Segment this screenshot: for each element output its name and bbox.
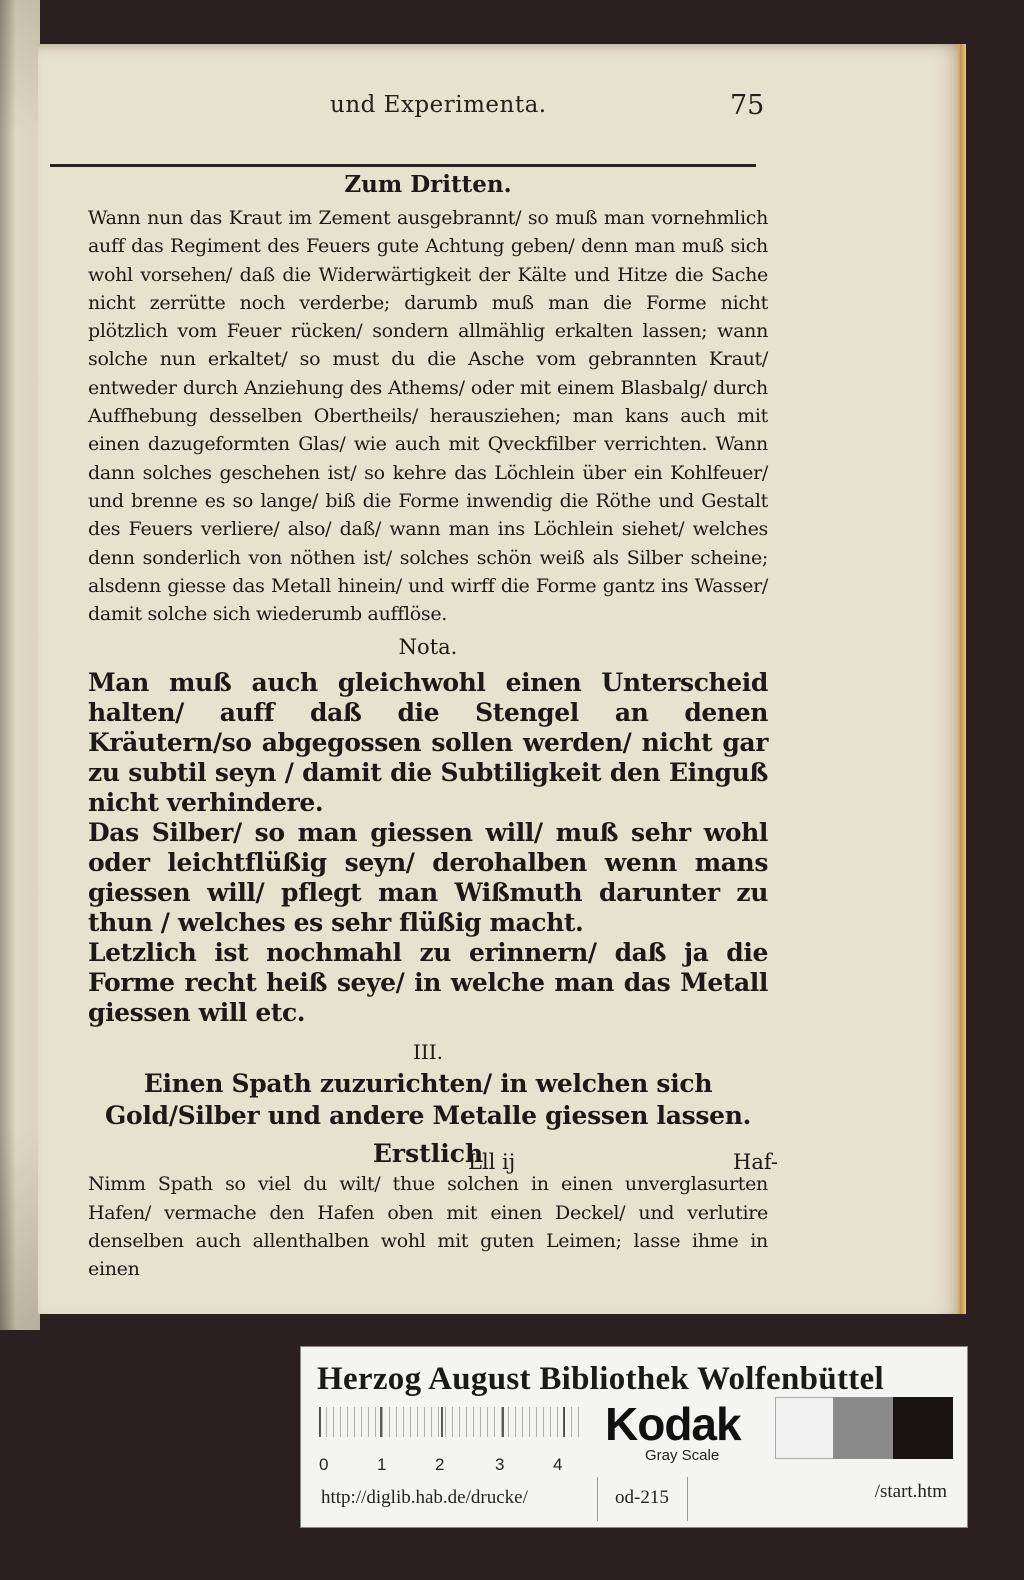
previous-page-shadow <box>0 0 40 1330</box>
catchword: Haf- <box>733 1150 778 1174</box>
main-text <box>88 168 768 1284</box>
section-heading: Zum Dritten. <box>344 171 512 198</box>
color-target-card <box>300 1346 968 1528</box>
gray-scale-label: Gray Scale <box>645 1447 720 1464</box>
url-prefix: http://diglib.hab.de/drucke/ <box>321 1487 528 1508</box>
page-header <box>50 92 770 122</box>
url-suffix: /start.htm <box>874 1481 947 1502</box>
closing-paragraph: Nimm Spath so viel du wilt/ thue solchen in einen unverglasurten Hafen/ vermache den Hafen oben mit einen Deckel/ und verlutire denselben auch allenthalben wohl mit guten Leimen; lasse ihme in einen <box>88 1173 768 1281</box>
page-number: 75 <box>730 90 765 121</box>
document-code: od-215 <box>615 1487 669 1508</box>
card-divider <box>597 1477 598 1521</box>
card-divider <box>687 1477 688 1521</box>
signature-line <box>88 1150 778 1180</box>
header-rule <box>50 164 756 167</box>
nota-label: Nota. <box>398 635 458 660</box>
ruler-number-0: 0 <box>319 1455 329 1474</box>
nota-paragraph-2: Das Silber/ so man giessen will/ muß sehr wohl oder leichtflüßig seyn/ derohalben wenn mans giessen will/ pflegt man Wißmuth darunter zu thun / welches es sehr flüßig macht. <box>88 818 768 938</box>
gray-swatch-mid <box>833 1397 895 1459</box>
gray-swatch-black <box>893 1397 953 1459</box>
nota-paragraph-1: Man muß auch gleichwohl einen Unterscheid halten/ auff daß die Stengel an denen Kräutern/so abgegossen sollen werden/ nicht gar zu subtil seyn / damit die Subtiligkeit den Einguß nicht verhindere. <box>88 668 768 818</box>
ruler-number-4: 4 <box>553 1455 563 1474</box>
ruler-major-ticks <box>319 1407 579 1437</box>
ruler-number-1: 1 <box>377 1455 387 1474</box>
ruler-number-3: 3 <box>495 1455 505 1474</box>
chapter-number: III. <box>412 1040 444 1065</box>
body-paragraph: Wann nun das Kraut im Zement ausgebrannt/ so muß man vornehmlich auff das Regiment des Feuers gute Achtung geben/ denn man muß sich wohl vorsehen/ daß die Widerwärtigkeit der Kälte und Hitze die Sache nicht zerrütte noch verderbe; darumb muß man die Forme nicht plötzlich vom Feuer rücken/ sondern allmählig erkalten lassen; wann solche nun erkaltet/ so must du die Asche vom gebrannten Kraut/ entweder durch Anziehung des Athems/ oder mit einem Blasbalg/ durch Auffhebung desselben Obertheils/ herausziehen; man kans auch mit einen dazugeformten Glas/ wie auch mit Qveckfilber verrichten. Wann dann solches geschehen ist/ so kehre das Löchlein über ein Kohlfeuer/ und brenne es so lange/ biß die Forme inwendig die Röthe und Gestalt des Feuers verliere/ also/ daß/ wann man ins Löchlein siehet/ welches denn sonderlich von nöthen ist/ solches schön weiß als Silber scheine; alsdenn giesse das Metall hinein/ und wirff die Forme gantz ins Wasser/ damit solche sich wiederumb aufflöse. <box>88 207 768 626</box>
signature-mark: Lll ij <box>468 1150 516 1174</box>
subheading: Erstlich <box>372 1139 484 1169</box>
gray-swatch-white <box>775 1397 837 1459</box>
chapter-title: Einen Spath zuzurichten/ in welchen sich Gold/Silber und andere Metalle giessen lassen. <box>104 1069 752 1131</box>
library-name: Herzog August Bibliothek Wolfenbüttel <box>317 1361 884 1397</box>
ruler-number-2: 2 <box>435 1455 445 1474</box>
running-head: und Experimenta. <box>330 92 547 118</box>
nota-paragraph-3: Letzlich ist nochmahl zu erinnern/ daß ja die Forme recht heiß seye/ in welche man das Metall giessen will etc. <box>88 938 768 1028</box>
measurement-ruler <box>319 1407 589 1474</box>
kodak-logo: Kodak <box>605 1398 741 1450</box>
